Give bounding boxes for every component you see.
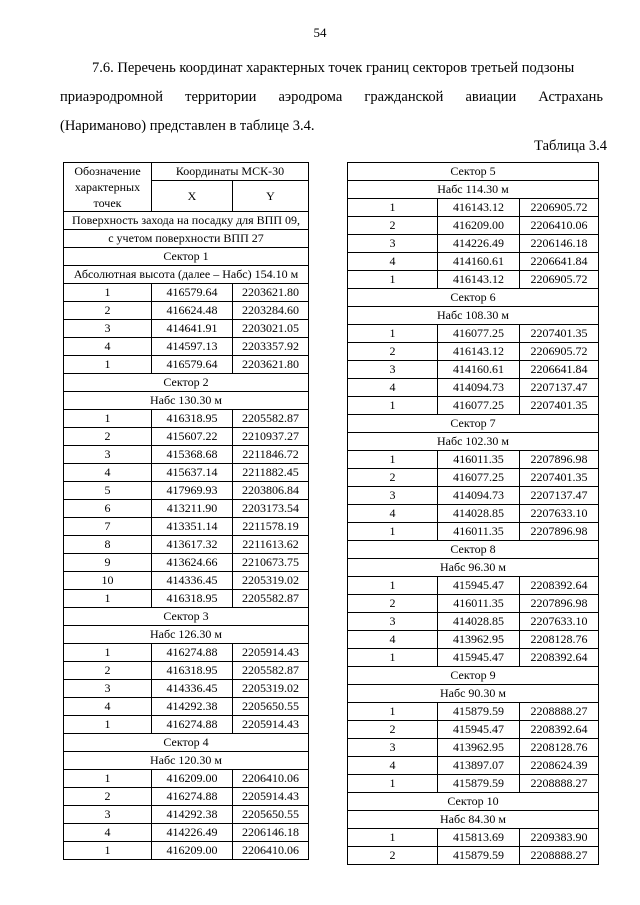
table-row <box>348 721 599 739</box>
header-coordinates: Координаты МСК-30 <box>152 163 309 181</box>
point-number-cell: 4 <box>348 253 438 271</box>
y-coordinate-cell: 2208128.76 <box>520 631 599 649</box>
x-coordinate-cell: 416318.95 <box>152 590 233 608</box>
sector-title: Сектор 5 <box>348 163 599 181</box>
table-row <box>64 536 309 554</box>
intro-word: аэродрома <box>278 89 343 105</box>
table-row <box>64 824 309 842</box>
table-row <box>64 680 309 698</box>
point-number-cell: 3 <box>348 235 438 253</box>
point-number-cell: 2 <box>64 428 152 446</box>
y-coordinate-cell: 2208392.64 <box>520 649 599 667</box>
intro-line-2 <box>60 83 603 112</box>
table-row <box>64 320 309 338</box>
x-coordinate-cell: 414028.85 <box>438 613 520 631</box>
x-coordinate-cell: 414160.61 <box>438 253 520 271</box>
y-coordinate-cell: 2206905.72 <box>520 271 599 289</box>
table-row <box>64 698 309 716</box>
table-row <box>64 554 309 572</box>
sector-height: Набс 114.30 м <box>348 181 599 199</box>
page-number: 54 <box>313 25 327 40</box>
y-coordinate-cell: 2208624.39 <box>520 757 599 775</box>
table-row <box>348 217 599 235</box>
table-row <box>64 788 309 806</box>
y-coordinate-cell: 2205319.02 <box>233 680 309 698</box>
point-number-cell: 3 <box>64 320 152 338</box>
x-coordinate-cell: 416143.12 <box>438 343 520 361</box>
table-row <box>348 397 599 415</box>
y-coordinate-cell: 2211846.72 <box>233 446 309 464</box>
table-row <box>64 338 309 356</box>
y-coordinate-cell: 2205582.87 <box>233 662 309 680</box>
x-coordinate-cell: 416209.00 <box>438 217 520 235</box>
x-coordinate-cell: 413617.32 <box>152 536 233 554</box>
y-coordinate-cell: 2207633.10 <box>520 505 599 523</box>
x-coordinate-cell: 414028.85 <box>438 505 520 523</box>
point-number-cell: 2 <box>64 788 152 806</box>
point-number-cell: 1 <box>64 284 152 302</box>
sector-title: Сектор 3 <box>64 608 309 626</box>
x-coordinate-cell: 415637.14 <box>152 464 233 482</box>
table-row <box>64 572 309 590</box>
table-row <box>64 374 309 392</box>
y-coordinate-cell: 2208888.27 <box>520 775 599 793</box>
point-number-cell: 3 <box>348 487 438 505</box>
point-number-cell: 2 <box>348 343 438 361</box>
table-row <box>348 433 599 451</box>
table-row <box>64 446 309 464</box>
x-coordinate-cell: 416624.48 <box>152 302 233 320</box>
x-coordinate-cell: 416318.95 <box>152 410 233 428</box>
x-coordinate-cell: 416209.00 <box>152 842 233 860</box>
point-number-cell: 10 <box>64 572 152 590</box>
table-row <box>348 487 599 505</box>
x-coordinate-cell: 416077.25 <box>438 469 520 487</box>
x-coordinate-cell: 416274.88 <box>152 644 233 662</box>
point-number-cell: 2 <box>64 662 152 680</box>
point-number-cell: 1 <box>348 325 438 343</box>
table-row <box>64 410 309 428</box>
point-number-cell: 1 <box>348 829 438 847</box>
point-number-cell: 2 <box>64 302 152 320</box>
y-coordinate-cell: 2205650.55 <box>233 806 309 824</box>
x-coordinate-cell: 415879.59 <box>438 847 520 865</box>
y-coordinate-cell: 2207896.98 <box>520 523 599 541</box>
x-coordinate-cell: 414336.45 <box>152 680 233 698</box>
table-row <box>348 325 599 343</box>
x-coordinate-cell: 416209.00 <box>152 770 233 788</box>
x-coordinate-cell: 415879.59 <box>438 775 520 793</box>
coordinates-table-right <box>347 162 599 865</box>
table-row <box>348 703 599 721</box>
x-coordinate-cell: 414226.49 <box>438 235 520 253</box>
x-coordinate-cell: 414641.91 <box>152 320 233 338</box>
y-coordinate-cell: 2205582.87 <box>233 590 309 608</box>
table-row <box>348 361 599 379</box>
point-number-cell: 2 <box>348 721 438 739</box>
point-number-cell: 1 <box>64 842 152 860</box>
y-coordinate-cell: 2209383.90 <box>520 829 599 847</box>
table-row <box>348 523 599 541</box>
point-number-cell: 1 <box>64 770 152 788</box>
intro-word: приаэродромной <box>60 89 164 105</box>
y-coordinate-cell: 2203621.80 <box>233 284 309 302</box>
x-coordinate-cell: 415813.69 <box>438 829 520 847</box>
table-row <box>348 667 599 685</box>
y-coordinate-cell: 2207137.47 <box>520 487 599 505</box>
x-coordinate-cell: 416143.12 <box>438 271 520 289</box>
table-row <box>348 415 599 433</box>
table-row <box>348 577 599 595</box>
point-number-cell: 1 <box>348 775 438 793</box>
point-number-cell: 2 <box>348 217 438 235</box>
y-coordinate-cell: 2211578.19 <box>233 518 309 536</box>
point-number-cell: 4 <box>64 338 152 356</box>
y-coordinate-cell: 2206641.84 <box>520 361 599 379</box>
table-row <box>64 482 309 500</box>
point-number-cell: 1 <box>64 356 152 374</box>
intro-line-3: (Нариманово) представлен в таблице 3.4. <box>60 118 315 134</box>
header-row <box>64 163 309 181</box>
point-number-cell: 4 <box>64 698 152 716</box>
x-coordinate-cell: 416274.88 <box>152 788 233 806</box>
x-coordinate-cell: 416077.25 <box>438 325 520 343</box>
x-coordinate-cell: 417969.93 <box>152 482 233 500</box>
x-coordinate-cell: 416143.12 <box>438 199 520 217</box>
x-coordinate-cell: 414336.45 <box>152 572 233 590</box>
y-coordinate-cell: 2207137.47 <box>520 379 599 397</box>
x-coordinate-cell: 416579.64 <box>152 356 233 374</box>
table-row <box>64 716 309 734</box>
x-coordinate-cell: 414292.38 <box>152 698 233 716</box>
table-row <box>348 163 599 181</box>
table-row <box>348 739 599 757</box>
sector-title: Сектор 2 <box>64 374 309 392</box>
y-coordinate-cell: 2205319.02 <box>233 572 309 590</box>
table-row <box>64 284 309 302</box>
table-row <box>348 253 599 271</box>
header-designation <box>64 163 152 212</box>
table-row <box>348 649 599 667</box>
point-number-cell: 4 <box>348 631 438 649</box>
y-coordinate-cell: 2206641.84 <box>520 253 599 271</box>
y-coordinate-cell: 2206905.72 <box>520 199 599 217</box>
table-row <box>348 379 599 397</box>
table-row <box>348 829 599 847</box>
y-coordinate-cell: 2206146.18 <box>520 235 599 253</box>
point-number-cell: 3 <box>64 806 152 824</box>
intro-word: авиации <box>465 89 517 105</box>
sector-height: Набс 84.30 м <box>348 811 599 829</box>
y-coordinate-cell: 2207633.10 <box>520 613 599 631</box>
x-coordinate-cell: 415607.22 <box>152 428 233 446</box>
table-row <box>64 644 309 662</box>
sector-height: Набс 102.30 м <box>348 433 599 451</box>
point-number-cell: 1 <box>64 590 152 608</box>
y-coordinate-cell: 2207401.35 <box>520 397 599 415</box>
y-coordinate-cell: 2208888.27 <box>520 847 599 865</box>
table-row <box>348 847 599 865</box>
x-coordinate-cell: 415879.59 <box>438 703 520 721</box>
point-number-cell: 1 <box>348 703 438 721</box>
table-row <box>64 266 309 284</box>
table-row <box>64 500 309 518</box>
y-coordinate-cell: 2206410.06 <box>520 217 599 235</box>
intro-word: территории <box>185 89 257 105</box>
sector-height: Набс 120.30 м <box>64 752 309 770</box>
table-row <box>64 248 309 266</box>
table-row <box>64 770 309 788</box>
y-coordinate-cell: 2208128.76 <box>520 739 599 757</box>
table-row <box>64 356 309 374</box>
intro-word: Астрахань <box>538 89 603 105</box>
table-row <box>348 451 599 469</box>
x-coordinate-cell: 413351.14 <box>152 518 233 536</box>
sector-height: Набс 90.30 м <box>348 685 599 703</box>
header-designation-line: Обозначение <box>74 164 141 178</box>
surface-note: Поверхность захода на посадку для ВПП 09, <box>64 212 309 230</box>
table-row <box>348 793 599 811</box>
point-number-cell: 2 <box>348 595 438 613</box>
y-coordinate-cell: 2210937.27 <box>233 428 309 446</box>
y-coordinate-cell: 2203284.60 <box>233 302 309 320</box>
y-coordinate-cell: 2203806.84 <box>233 482 309 500</box>
point-number-cell: 1 <box>348 451 438 469</box>
table-row <box>64 662 309 680</box>
table-row <box>64 806 309 824</box>
x-coordinate-cell: 414226.49 <box>152 824 233 842</box>
sector-title: Сектор 4 <box>64 734 309 752</box>
table-row <box>348 775 599 793</box>
x-coordinate-cell: 414160.61 <box>438 361 520 379</box>
table-row <box>348 343 599 361</box>
point-number-cell: 4 <box>64 464 152 482</box>
y-coordinate-cell: 2208392.64 <box>520 577 599 595</box>
table-row <box>64 392 309 410</box>
point-number-cell: 1 <box>348 577 438 595</box>
table-row <box>64 734 309 752</box>
y-coordinate-cell: 2203173.54 <box>233 500 309 518</box>
table-row <box>64 428 309 446</box>
intro-paragraph <box>60 54 603 141</box>
x-coordinate-cell: 416011.35 <box>438 595 520 613</box>
y-coordinate-cell: 2205914.43 <box>233 716 309 734</box>
table-row <box>64 464 309 482</box>
point-number-cell: 1 <box>348 649 438 667</box>
table-row <box>348 559 599 577</box>
y-coordinate-cell: 2206905.72 <box>520 343 599 361</box>
table-row <box>64 302 309 320</box>
y-coordinate-cell: 2203357.92 <box>233 338 309 356</box>
x-coordinate-cell: 416579.64 <box>152 284 233 302</box>
point-number-cell: 1 <box>348 271 438 289</box>
sector-title: Сектор 1 <box>64 248 309 266</box>
surface-note: с учетом поверхности ВПП 27 <box>64 230 309 248</box>
point-number-cell: 2 <box>348 847 438 865</box>
point-number-cell: 1 <box>64 644 152 662</box>
y-coordinate-cell: 2207401.35 <box>520 469 599 487</box>
y-coordinate-cell: 2207401.35 <box>520 325 599 343</box>
sector-title: Сектор 10 <box>348 793 599 811</box>
x-coordinate-cell: 414292.38 <box>152 806 233 824</box>
y-coordinate-cell: 2206146.18 <box>233 824 309 842</box>
y-coordinate-cell: 2211613.62 <box>233 536 309 554</box>
x-coordinate-cell: 413211.90 <box>152 500 233 518</box>
header-designation-line: характерных <box>74 180 141 194</box>
point-number-cell: 8 <box>64 536 152 554</box>
x-coordinate-cell: 413962.95 <box>438 739 520 757</box>
x-coordinate-cell: 413962.95 <box>438 631 520 649</box>
y-coordinate-cell: 2207896.98 <box>520 451 599 469</box>
point-number-cell: 1 <box>348 397 438 415</box>
y-coordinate-cell: 2205582.87 <box>233 410 309 428</box>
x-coordinate-cell: 416077.25 <box>438 397 520 415</box>
y-coordinate-cell: 2205914.43 <box>233 644 309 662</box>
point-number-cell: 4 <box>64 824 152 842</box>
x-coordinate-cell: 415945.47 <box>438 577 520 595</box>
x-coordinate-cell: 414597.13 <box>152 338 233 356</box>
y-coordinate-cell: 2211882.45 <box>233 464 309 482</box>
point-number-cell: 3 <box>64 680 152 698</box>
sector-height: Набс 126.30 м <box>64 626 309 644</box>
table-row <box>348 181 599 199</box>
table-row <box>348 541 599 559</box>
table-row <box>64 590 309 608</box>
table-row <box>64 212 309 230</box>
point-number-cell: 7 <box>64 518 152 536</box>
table-row <box>348 307 599 325</box>
point-number-cell: 4 <box>348 505 438 523</box>
y-coordinate-cell: 2210673.75 <box>233 554 309 572</box>
x-coordinate-cell: 416011.35 <box>438 523 520 541</box>
y-coordinate-cell: 2205650.55 <box>233 698 309 716</box>
y-coordinate-cell: 2206410.06 <box>233 842 309 860</box>
header-designation-line: точек <box>93 196 122 210</box>
y-coordinate-cell: 2208888.27 <box>520 703 599 721</box>
table-row <box>348 235 599 253</box>
sector-title: Сектор 9 <box>348 667 599 685</box>
x-coordinate-cell: 416011.35 <box>438 451 520 469</box>
point-number-cell: 4 <box>348 757 438 775</box>
y-coordinate-cell: 2208392.64 <box>520 721 599 739</box>
table-row <box>348 505 599 523</box>
point-number-cell: 3 <box>348 739 438 757</box>
point-number-cell: 3 <box>348 613 438 631</box>
y-coordinate-cell: 2203021.05 <box>233 320 309 338</box>
point-number-cell: 1 <box>348 199 438 217</box>
table-row <box>348 199 599 217</box>
point-number-cell: 3 <box>348 361 438 379</box>
intro-word: гражданской <box>364 89 444 105</box>
table-row <box>348 271 599 289</box>
point-number-cell: 1 <box>64 716 152 734</box>
y-coordinate-cell: 2203621.80 <box>233 356 309 374</box>
point-number-cell: 9 <box>64 554 152 572</box>
x-coordinate-cell: 413624.66 <box>152 554 233 572</box>
point-number-cell: 6 <box>64 500 152 518</box>
table-caption: Таблица 3.4 <box>534 138 607 154</box>
table-row <box>348 757 599 775</box>
table-row <box>348 595 599 613</box>
header-y: Y <box>233 181 309 212</box>
table-row <box>64 230 309 248</box>
x-coordinate-cell: 415945.47 <box>438 649 520 667</box>
y-coordinate-cell: 2206410.06 <box>233 770 309 788</box>
x-coordinate-cell: 416274.88 <box>152 716 233 734</box>
table-row <box>64 842 309 860</box>
point-number-cell: 1 <box>64 410 152 428</box>
y-coordinate-cell: 2205914.43 <box>233 788 309 806</box>
table-row <box>348 685 599 703</box>
x-coordinate-cell: 413897.07 <box>438 757 520 775</box>
table-row <box>348 469 599 487</box>
point-number-cell: 2 <box>348 469 438 487</box>
table-row <box>348 289 599 307</box>
x-coordinate-cell: 415368.68 <box>152 446 233 464</box>
table-row <box>64 752 309 770</box>
sector-title: Сектор 8 <box>348 541 599 559</box>
x-coordinate-cell: 414094.73 <box>438 487 520 505</box>
x-coordinate-cell: 416318.95 <box>152 662 233 680</box>
sector-height: Набс 108.30 м <box>348 307 599 325</box>
point-number-cell: 4 <box>348 379 438 397</box>
table-row <box>64 518 309 536</box>
point-number-cell: 5 <box>64 482 152 500</box>
x-coordinate-cell: 414094.73 <box>438 379 520 397</box>
sector-title: Сектор 6 <box>348 289 599 307</box>
y-coordinate-cell: 2207896.98 <box>520 595 599 613</box>
x-coordinate-cell: 415945.47 <box>438 721 520 739</box>
sector-height: Набс 130.30 м <box>64 392 309 410</box>
coordinates-table-left <box>63 162 309 860</box>
table-row <box>348 613 599 631</box>
point-number-cell: 3 <box>64 446 152 464</box>
table-row <box>348 811 599 829</box>
header-x: X <box>152 181 233 212</box>
sector-height: Набс 96.30 м <box>348 559 599 577</box>
point-number-cell: 1 <box>348 523 438 541</box>
table-row <box>348 631 599 649</box>
sector-title: Сектор 7 <box>348 415 599 433</box>
sector-height: Абсолютная высота (далее – Набс) 154.10 м <box>64 266 309 284</box>
table-row <box>64 608 309 626</box>
intro-line-1: 7.6. Перечень координат характерных точек границ секторов третьей подзоны <box>92 60 575 76</box>
table-row <box>64 626 309 644</box>
